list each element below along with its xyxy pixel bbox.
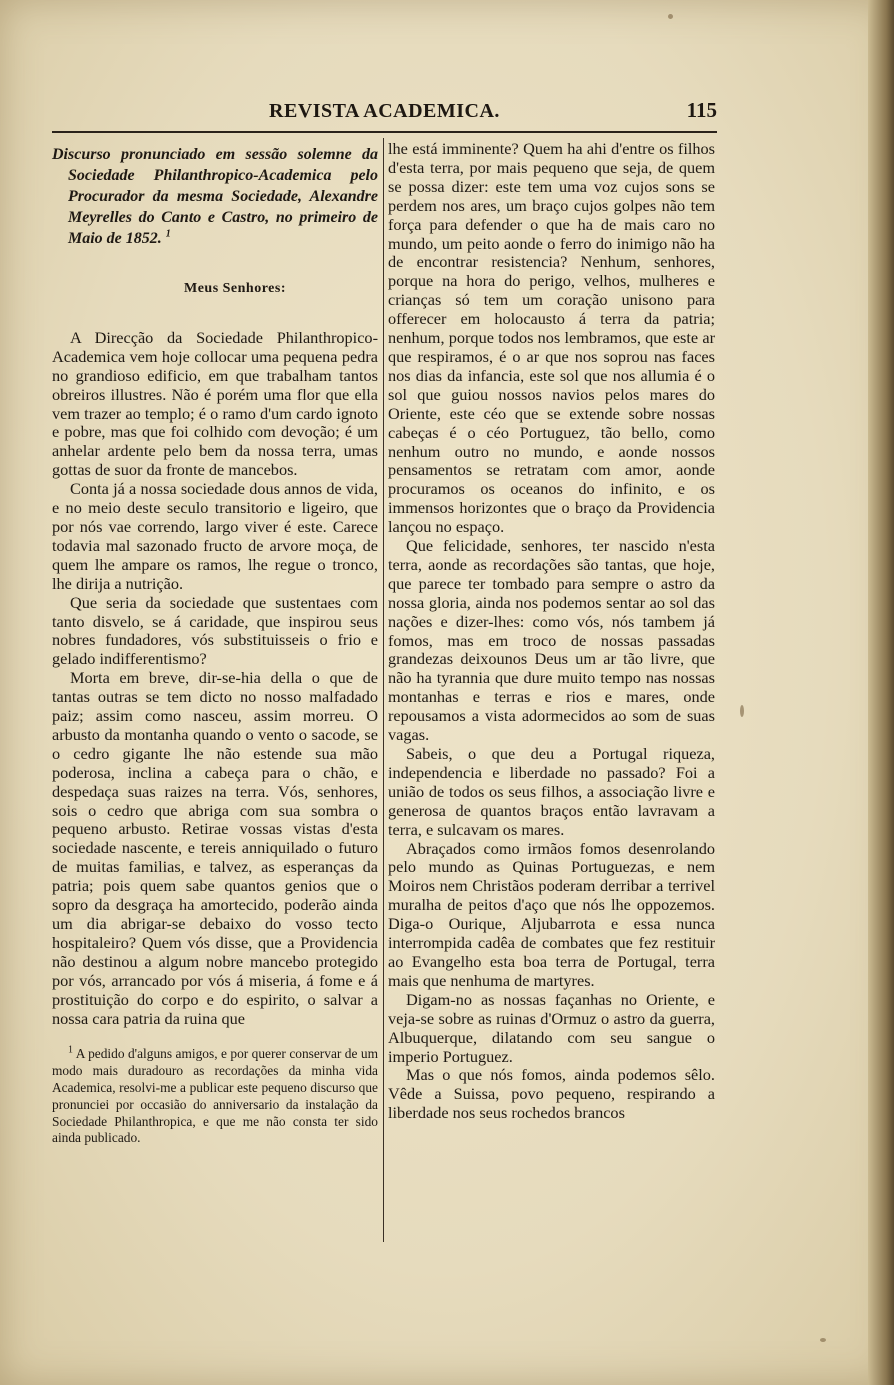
footnote-text: A pedido d'alguns amigos, e por querer conservar de um modo mais duradouro as recordações da minha vida Academica, resolvi-me a publicar este pequeno discurso que pronunciei por occasião do anniversario da instalação da Sociedade Philanthropica, e que me não consta ter sido ainda publicado. [52, 1046, 379, 1146]
paragraph: Digam-no as nossas façanhas no Oriente, e veja-se sobre as ruinas d'Ormuz o astro da guerra, Albuquerque, dilatando com seu sangue o imperio Portuguez. [388, 989, 715, 1066]
footnote-number: 1 [68, 1044, 73, 1056]
paragraph: Conta já a nossa sociedade dous annos de vida, e no meio deste seculo transitorio e ligeiro, que por nós vae correndo, largo viver é este. Carece todavia mal sazonado fructo de arvore moça, de quem lhe ampare os ramos, lhe regue o tronco, lhe dirija a nutrição. [52, 479, 378, 593]
salutation: Meus Senhores: [183, 281, 287, 296]
paper-stain [820, 1338, 826, 1342]
paragraph: Sabeis, o que deu a Portugal riqueza, independencia e liberdade no passado? Foi a união de todos os seus filhos, a associação livre e generosa de quantos braços então lavravam a terra, e sulcavam os mares. [388, 744, 715, 839]
right-column [388, 140, 715, 1123]
journal-title: REVISTA ACADEMICA. [269, 100, 500, 122]
paragraph: lhe está imminente? Quem ha ahi d'entre os filhos d'esta terra, por mais pequeno que seja, de quem se possa dizer: este tem uma voz cujos sons se perdem nos ares, um braço cujos golpes não tem força para defender o que ha de mais caro no mundo, um peito aonde o ferro do inimigo não ha de encontrar resistencia? Nenhum, senhores, porque na hora do perigo, velhos, mulheres e crianças só tem um coração unisono para offerecer em holocausto á terra da patria; nenhum, porque todos nos lembramos, que este ar que respiramos, é o ar que nos soprou nas faces nos dias da infancia, este sol que nos allumia é o sol que guiou nossos navios pelos mares do Oriente, este céo que se extende sobre nossas cabeças é o céo Portuguez, tão bello, como nenhum outro no mundo, e aonde nossos pensamentos se retratam com amor, aonde procuramos os oceanos do infinito, e os immensos horizontes que o braço da Providencia lançou no espaço. [388, 139, 715, 537]
column-divider [383, 138, 384, 1242]
paper-stain [740, 705, 744, 717]
paper-stain [668, 14, 673, 19]
article-heading-text: Discurso pronunciado em sessão solemne da Sociedade Philanthropico-Academica pelo Procurador da mesma Sociedade, Alexandre Meyrelles do Canto e Castro, no primeiro de Maio de 1852. [52, 146, 378, 247]
paragraph: A Direcção da Sociedade Philanthropico-Academica vem hoje collocar uma pequena pedra no grandioso edificio, em que trabalham tantos obreiros illustres. Não é porém uma flor que ella vem trazer ao templo; é o ramo d'um cardo ignoto e pobre, mas que foi colhido com devoção; é um anhelar ardente pelo bem da nossa terra, umas gottas de suor da fronte de mancebos. [52, 327, 378, 480]
running-header [52, 98, 717, 128]
left-column [52, 140, 378, 1147]
paragraph: Que seria da sociedade que sustentaes com tanto disvelo, se á caridade, que inspirou seus nobres fundadores, vós substituisseis o frio e gelado indifferentismo? [52, 592, 378, 669]
paragraph: Abraçados como irmãos fomos desenrolando pelo mundo as Quinas Portuguezas, e nem Moiros nem Christãos poderam derribar a terrivel muralha de peitos d'aço que nós lhe oppozemos. Diga-o Ourique, Aljubarrota e essa nunca interrompida cadêa de combates que fez restituir ao Evangelho esta boa terra de Portugal, terra mais que nenhuma de martyres. [388, 838, 715, 990]
paragraph: Que felicidade, senhores, ter nascido n'esta terra, aonde as recordações são tantas, que hoje, que parece ter tombado para sempre o astro da nossa gloria, ainda nos podemos sentar ao sol das nações e dizer-lhes: como vós, nós tambem já fomos, mas em troco de nossas passadas grandezas deixounos Deus um ar tão livre, que não ha tyrannia que dure muito tempo nas nossas montanhas e terras e rios e mares, onde repousamos a vista adormecidos ao som de suas vagas. [388, 536, 715, 745]
footnote [52, 1046, 378, 1147]
article-heading [52, 144, 378, 249]
page-number: 115 [686, 98, 717, 122]
page-edge-shadow [868, 0, 894, 1385]
paragraph: Mas o que nós fomos, ainda podemos sêlo. Vêde a Suissa, povo pequeno, respirando a liberdade nos seus rochedos brancos [388, 1065, 715, 1123]
footnote-marker: 1 [165, 228, 171, 240]
header-rule [52, 131, 717, 133]
paragraph: Morta em breve, dir-se-hia della o que de tantas outras se tem dicto no nosso malfadado paiz; assim como nasceu, assim morreu. O arbusto da montanha quando o vento o sacode, se o cedro gigante lhe não estende sua mão poderosa, inclina a cabeça para o chão, e despedaça suas raizes na terra. Vós, senhores, sois o cedro que abriga com sua sombra o pequeno arbusto. Retirae vossas vistas d'esta sociedade nascente, e tereis anniquilado o futuro de muitas familias, e talvez, as esperanças da patria; pois quem sabe quantos genios que o sopro da desgraça ha amortecido, poderão ainda um dia abrigar-se debaixo do vosso tecto hospitaleiro? Quem vós disse, que a Providencia não destinou a algum nobre mancebo protegido por vós, arrancado por vós á miseria, á fome e á prostituição do corpo e do espirito, o salvar a nossa cara patria da ruina que [52, 668, 378, 1028]
